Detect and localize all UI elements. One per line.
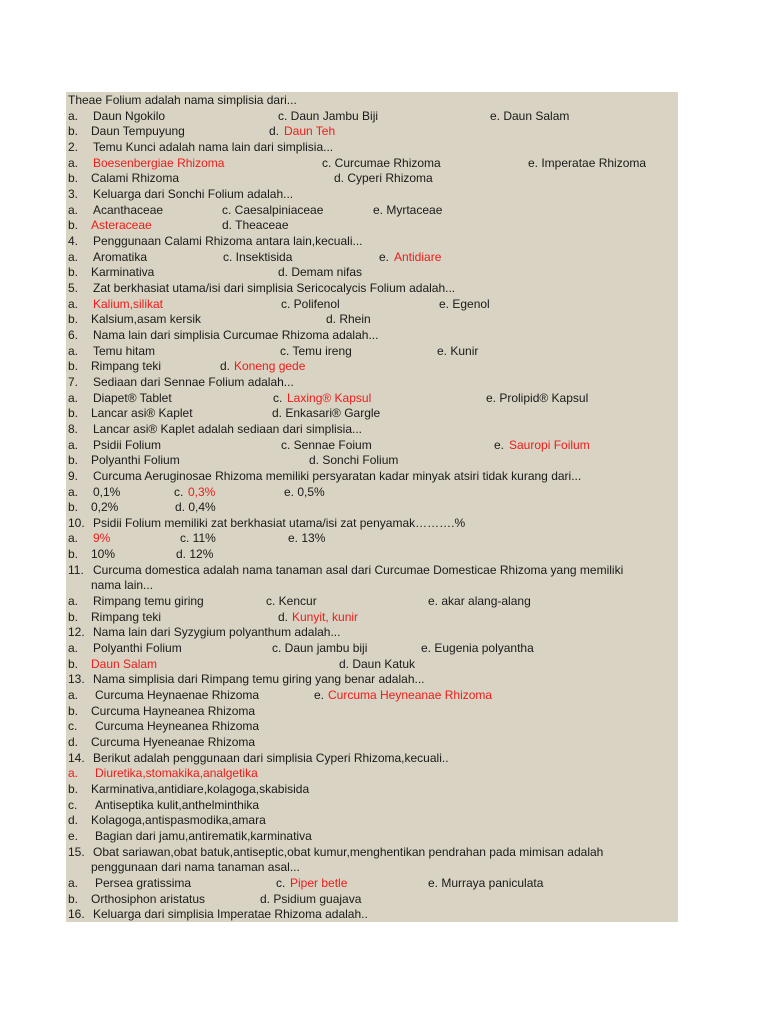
line-text: Zat berkhasiat utama/isi dari simplisia Sericocalycis Folium adalah... (93, 280, 456, 295)
line-text: d. (269, 124, 280, 139)
line-text: a. (68, 390, 79, 405)
line-text: b. (68, 547, 79, 562)
line-text: e. Daun Salam (490, 108, 570, 123)
line-text: d. Rhein (326, 312, 371, 327)
line-text: c. Curcumae Rhizoma (322, 155, 441, 170)
line-text: Psidii Folium memiliki zat berkhasiat utama/isi zat penyamak……….% (93, 515, 466, 530)
line-text: Lancar asi® Kaplet adalah sediaan dari simplisia... (93, 421, 362, 436)
line-text: Rimpang teki (91, 609, 162, 624)
document-page (66, 92, 678, 922)
line-text: Calami Rhizoma (91, 171, 180, 186)
line-text: e. Imperatae Rhizoma (528, 155, 647, 170)
line-text: 10% (91, 547, 116, 562)
answer-text: Asteraceae (91, 218, 152, 233)
line-text: d. Daun Katuk (339, 656, 416, 671)
line-text: c. Daun Jambu Biji (278, 108, 379, 123)
line-text: b. (68, 218, 79, 233)
answer-text: Boesenbergiae Rhizoma (93, 155, 225, 170)
line-text: 7. (68, 374, 79, 389)
line-text: e. (494, 437, 505, 452)
line-text: Diapet® Tablet (93, 390, 172, 405)
line-text: Daun Tempuyung (91, 124, 185, 139)
line-text: b. (68, 500, 79, 515)
line-text: a. (68, 484, 79, 499)
answer-text: Sauropi Foilum (509, 437, 590, 452)
answer-text: Antidiare (394, 249, 442, 264)
line-text: d. (68, 735, 79, 750)
line-text: a. (68, 641, 79, 656)
line-text: e. (379, 249, 390, 264)
line-text: Polyanthi Folium (91, 453, 180, 468)
line-text: a. (68, 437, 79, 452)
line-text: a. (68, 155, 79, 170)
line-text: Karminativa (91, 265, 155, 280)
line-text: Karminativa,antidiare,kolagoga,skabisida (91, 782, 310, 797)
line-text: Curcuma Hayneanea Rhizoma (91, 703, 256, 718)
line-text: d. Cyperi Rhizoma (334, 171, 433, 186)
line-text: 2. (68, 139, 79, 154)
line-text: a. (68, 594, 79, 609)
line-text: 4. (68, 233, 79, 248)
line-text: c. Insektisida (223, 249, 293, 264)
line-text: 12. (68, 625, 85, 640)
line-text: d. Enkasari® Gargle (272, 406, 381, 421)
line-text: c. Kencur (266, 594, 317, 609)
line-text: b. (68, 609, 79, 624)
line-text: b. (68, 359, 79, 374)
line-text: a. (68, 108, 79, 123)
line-text: a. (68, 296, 79, 311)
line-text: 14. (68, 750, 85, 765)
line-text: a. (68, 249, 79, 264)
line-text: Curcuma domestica adalah nama tanaman asal dari Curcumae Domesticae Rhizoma yang memiliki (93, 562, 624, 577)
line-text: e. Kunir (437, 343, 479, 358)
line-text: d. (68, 813, 79, 828)
line-text: 3. (68, 186, 79, 201)
line-text: a. (68, 202, 79, 217)
line-text: Sediaan dari Sennae Folium adalah... (93, 374, 294, 389)
line-text: Nama simplisia dari Rimpang temu giring yang benar adalah... (93, 672, 425, 687)
line-text: b. (68, 782, 79, 797)
line-text: e. Eugenia polyantha (421, 641, 534, 656)
line-text: Curcuma Heynaenae Rhizoma (95, 688, 260, 703)
line-text: e. (314, 688, 325, 703)
line-text: Penggunaan Calami Rhizoma antara lain,kecuali... (93, 233, 363, 248)
line-text: e. 13% (288, 531, 326, 546)
line-text: Persea gratissima (95, 876, 192, 890)
line-text: 10. (68, 515, 85, 530)
line-text: Nama lain dari simplisia Curcumae Rhizoma adalah... (93, 327, 379, 342)
line-text: Aromatika (93, 249, 148, 264)
line-text: Nama lain dari Syzygium polyanthum adalah... (93, 625, 341, 640)
line-text: Curcuma Hyeneanae Rhizoma (91, 735, 256, 750)
line-text: Antiseptika kulit,anthelminthika (95, 797, 260, 812)
line-text: b. (68, 703, 79, 718)
answer-text: 9% (93, 531, 111, 546)
line-text: Orthosiphon aristatus (91, 891, 206, 906)
line-text: 6. (68, 327, 79, 342)
line-text: 5. (68, 280, 79, 295)
line-text: 0,2% (91, 500, 119, 515)
answer-text: Laxing® Kapsul (287, 390, 372, 405)
answer-text: Koneng gede (234, 359, 306, 374)
line-text: a. (68, 688, 79, 703)
line-text: d. (220, 359, 231, 374)
line-text: 0,1% (93, 484, 121, 499)
line-text: Polyanthi Folium (93, 641, 182, 656)
line-text: Rimpang temu giring (93, 594, 204, 609)
line-text: d. Psidium guajava (260, 891, 362, 906)
line-text: e. Murraya paniculata (428, 876, 544, 890)
line-text: 16. (68, 907, 85, 922)
line-text: a. (68, 531, 79, 546)
line-text: Curcuma Heyneanea Rhizoma (95, 719, 260, 734)
line-text: 8. (68, 421, 79, 436)
line-text: c. 11% (180, 531, 216, 546)
line-text: c. (68, 719, 78, 734)
line-text: Kolagoga,antispasmodika,amara (91, 813, 266, 828)
line-text: penggunaan dari nama tanaman asal... (91, 860, 300, 875)
line-text: d. 0,4% (175, 500, 216, 515)
line-text: 11. (68, 562, 84, 577)
line-text: Theae Folium adalah nama simplisia dari... (68, 93, 297, 107)
line-text: b. (68, 891, 79, 906)
line-text: b. (68, 124, 79, 139)
line-text: 13. (68, 672, 85, 687)
line-text: e. akar alang-alang (428, 594, 531, 609)
line-text: 15. (68, 844, 85, 859)
line-text: b. (68, 171, 79, 186)
line-text: Daun Ngokilo (93, 108, 166, 123)
line-text: Acanthaceae (93, 202, 164, 217)
line-text: e. Egenol (439, 296, 490, 311)
answer-text: Daun Salam (91, 656, 158, 671)
answer-text: Daun Teh (284, 124, 336, 139)
line-text: c. Sennae Foium (281, 437, 372, 452)
line-text: Keluarga dari simplisia Imperatae Rhizoma adalah.. (93, 907, 368, 922)
line-text: Psidii Folium (93, 437, 162, 452)
line-text: c. Temu ireng (280, 343, 352, 358)
line-text: a. (68, 343, 79, 358)
line-text: b. (68, 265, 79, 280)
line-text: Obat sariawan,obat batuk,antiseptic,obat kumur,menghentikan pendrahan pada mimisan adalah (93, 844, 604, 859)
line-text: c. (273, 390, 283, 405)
answer-text: Diuretika,stomakika,analgetika (95, 766, 258, 781)
line-text: c. (276, 876, 286, 890)
line-text: b. (68, 656, 79, 671)
line-text: Berikut adalah penggunaan dari simplisia Cyperi Rhizoma,kecuali.. (93, 750, 449, 765)
line-text: e. Prolipid® Kapsul (486, 390, 589, 405)
answer-text: Curcuma Heyneanae Rhizoma (328, 688, 493, 703)
answer-text: Kunyit, kunir (292, 609, 359, 624)
line-text: c. Polifenol (281, 296, 340, 311)
answer-text: Piper betle (290, 876, 348, 890)
line-text: a. (68, 876, 79, 890)
line-text: Kalsium,asam kersik (91, 312, 202, 327)
line-text: d. (278, 609, 289, 624)
answer-text: Kalium,silikat (93, 296, 164, 311)
line-text: Lancar asi® Kaplet (91, 406, 193, 421)
line-text: c. (68, 797, 78, 812)
line-text: b. (68, 453, 79, 468)
line-text: e. 0,5% (284, 484, 325, 499)
line-text: b. (68, 406, 79, 421)
line-text: b. (68, 312, 79, 327)
line-text: Keluarga dari Sonchi Folium adalah... (93, 186, 294, 201)
line-text: 9. (68, 468, 79, 483)
line-text: Rimpang teki (91, 359, 162, 374)
line-text: c. Caesalpiniaceae (222, 202, 324, 217)
line-text: e. Myrtaceae (373, 202, 443, 217)
line-text: d. Theaceae (222, 218, 289, 233)
line-text: nama lain... (91, 578, 154, 593)
line-text: c. Daun jambu biji (272, 641, 368, 656)
line-text: e. (68, 829, 79, 844)
answer-text: a. (68, 766, 79, 781)
line-text: Temu hitam (93, 343, 156, 358)
answer-text: 0,3% (188, 484, 216, 499)
line-text: d. 12% (176, 547, 214, 562)
line-text: d. Sonchi Folium (309, 453, 399, 468)
line-text: d. Demam nifas (278, 265, 363, 280)
line-text: Bagian dari jamu,antirematik,karminativa (95, 829, 312, 844)
line-text: c. (174, 484, 184, 499)
line-text: Curcuma Aeruginosae Rhizoma memiliki persyaratan kadar minyak atsiri tidak kurang dari... (93, 468, 582, 483)
line-text: Temu Kunci adalah nama lain dari simplisia... (93, 139, 334, 154)
